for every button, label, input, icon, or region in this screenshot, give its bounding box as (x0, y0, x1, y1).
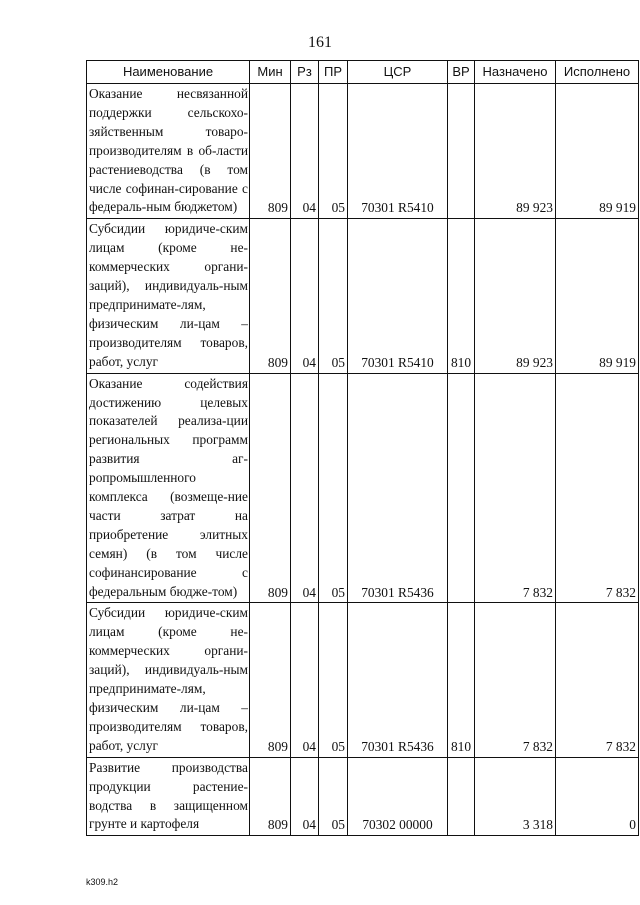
row-name-cell: Субсидии юридиче-ским лицам (кроме не-коммерческих органи-заций), индивидуаль-ным предпринимате-лям, физическим ли-цам – производителям товаров, работ, услуг (87, 603, 250, 757)
row-executed-cell: 7 832 (556, 373, 639, 603)
row-vr-cell (448, 373, 475, 603)
row-min-cell: 809 (250, 603, 291, 757)
header-name: Наименование (87, 61, 250, 84)
table-header-row (87, 61, 639, 84)
row-rz-cell: 04 (291, 373, 319, 603)
header-rz: Рз (291, 61, 319, 84)
row-rz-cell: 04 (291, 84, 319, 219)
row-rz-cell: 04 (291, 219, 319, 373)
row-pr-cell: 05 (319, 603, 348, 757)
row-name-cell: Оказание несвязанной поддержки сельскохо-зяйственным товаро-производителям в об-ласти растениеводства (в том числе софинан-сирование с федераль-ным бюджетом) (87, 84, 250, 219)
row-name-cell: Субсидии юридиче-ским лицам (кроме не-коммерческих органи-заций), индивидуаль-ным предпринимате-лям, физическим ли-цам – производителям товаров, работ, услуг (87, 219, 250, 373)
row-executed-cell: 0 (556, 757, 639, 836)
table-row (87, 757, 639, 836)
row-executed-cell: 7 832 (556, 603, 639, 757)
row-pr-cell: 05 (319, 757, 348, 836)
row-vr-cell: 810 (448, 603, 475, 757)
header-executed: Исполнено (556, 61, 639, 84)
table-row (87, 603, 639, 757)
row-min-cell: 809 (250, 84, 291, 219)
row-csr-cell: 70301 R5436 (348, 373, 448, 603)
row-assigned-cell: 89 923 (475, 84, 556, 219)
row-assigned-cell: 7 832 (475, 373, 556, 603)
table-row (87, 219, 639, 373)
header-csr: ЦСР (348, 61, 448, 84)
row-min-cell: 809 (250, 219, 291, 373)
row-csr-cell: 70301 R5410 (348, 219, 448, 373)
table-row (87, 373, 639, 603)
header-min: Мин (250, 61, 291, 84)
footer-code: k309.h2 (86, 877, 119, 887)
row-pr-cell: 05 (319, 219, 348, 373)
row-rz-cell: 04 (291, 603, 319, 757)
row-name-cell: Развитие производства продукции растение-водства в защищенном грунте и картофеля (87, 757, 250, 836)
row-vr-cell (448, 84, 475, 219)
table-row (87, 84, 639, 219)
row-rz-cell: 04 (291, 757, 319, 836)
header-assigned: Назначено (475, 61, 556, 84)
page-number: 161 (308, 34, 332, 51)
row-executed-cell: 89 919 (556, 84, 639, 219)
row-assigned-cell: 7 832 (475, 603, 556, 757)
row-assigned-cell: 89 923 (475, 219, 556, 373)
row-executed-cell: 89 919 (556, 219, 639, 373)
row-pr-cell: 05 (319, 84, 348, 219)
header-vr: ВР (448, 61, 475, 84)
row-csr-cell: 70301 R5436 (348, 603, 448, 757)
row-min-cell: 809 (250, 373, 291, 603)
row-csr-cell: 70301 R5410 (348, 84, 448, 219)
budget-table (86, 60, 639, 836)
row-vr-cell (448, 757, 475, 836)
row-name-cell: Оказание содействия достижению целевых показателей реализа-ции региональных программ развития аг-ропромышленного комплекса (возмеще-ние части затрат на приобретение элитных семян) (в том числе софинансирование с федеральным бюдже-том) (87, 373, 250, 603)
row-vr-cell: 810 (448, 219, 475, 373)
row-min-cell: 809 (250, 757, 291, 836)
row-pr-cell: 05 (319, 373, 348, 603)
header-pr: ПР (319, 61, 348, 84)
row-csr-cell: 70302 00000 (348, 757, 448, 836)
row-assigned-cell: 3 318 (475, 757, 556, 836)
